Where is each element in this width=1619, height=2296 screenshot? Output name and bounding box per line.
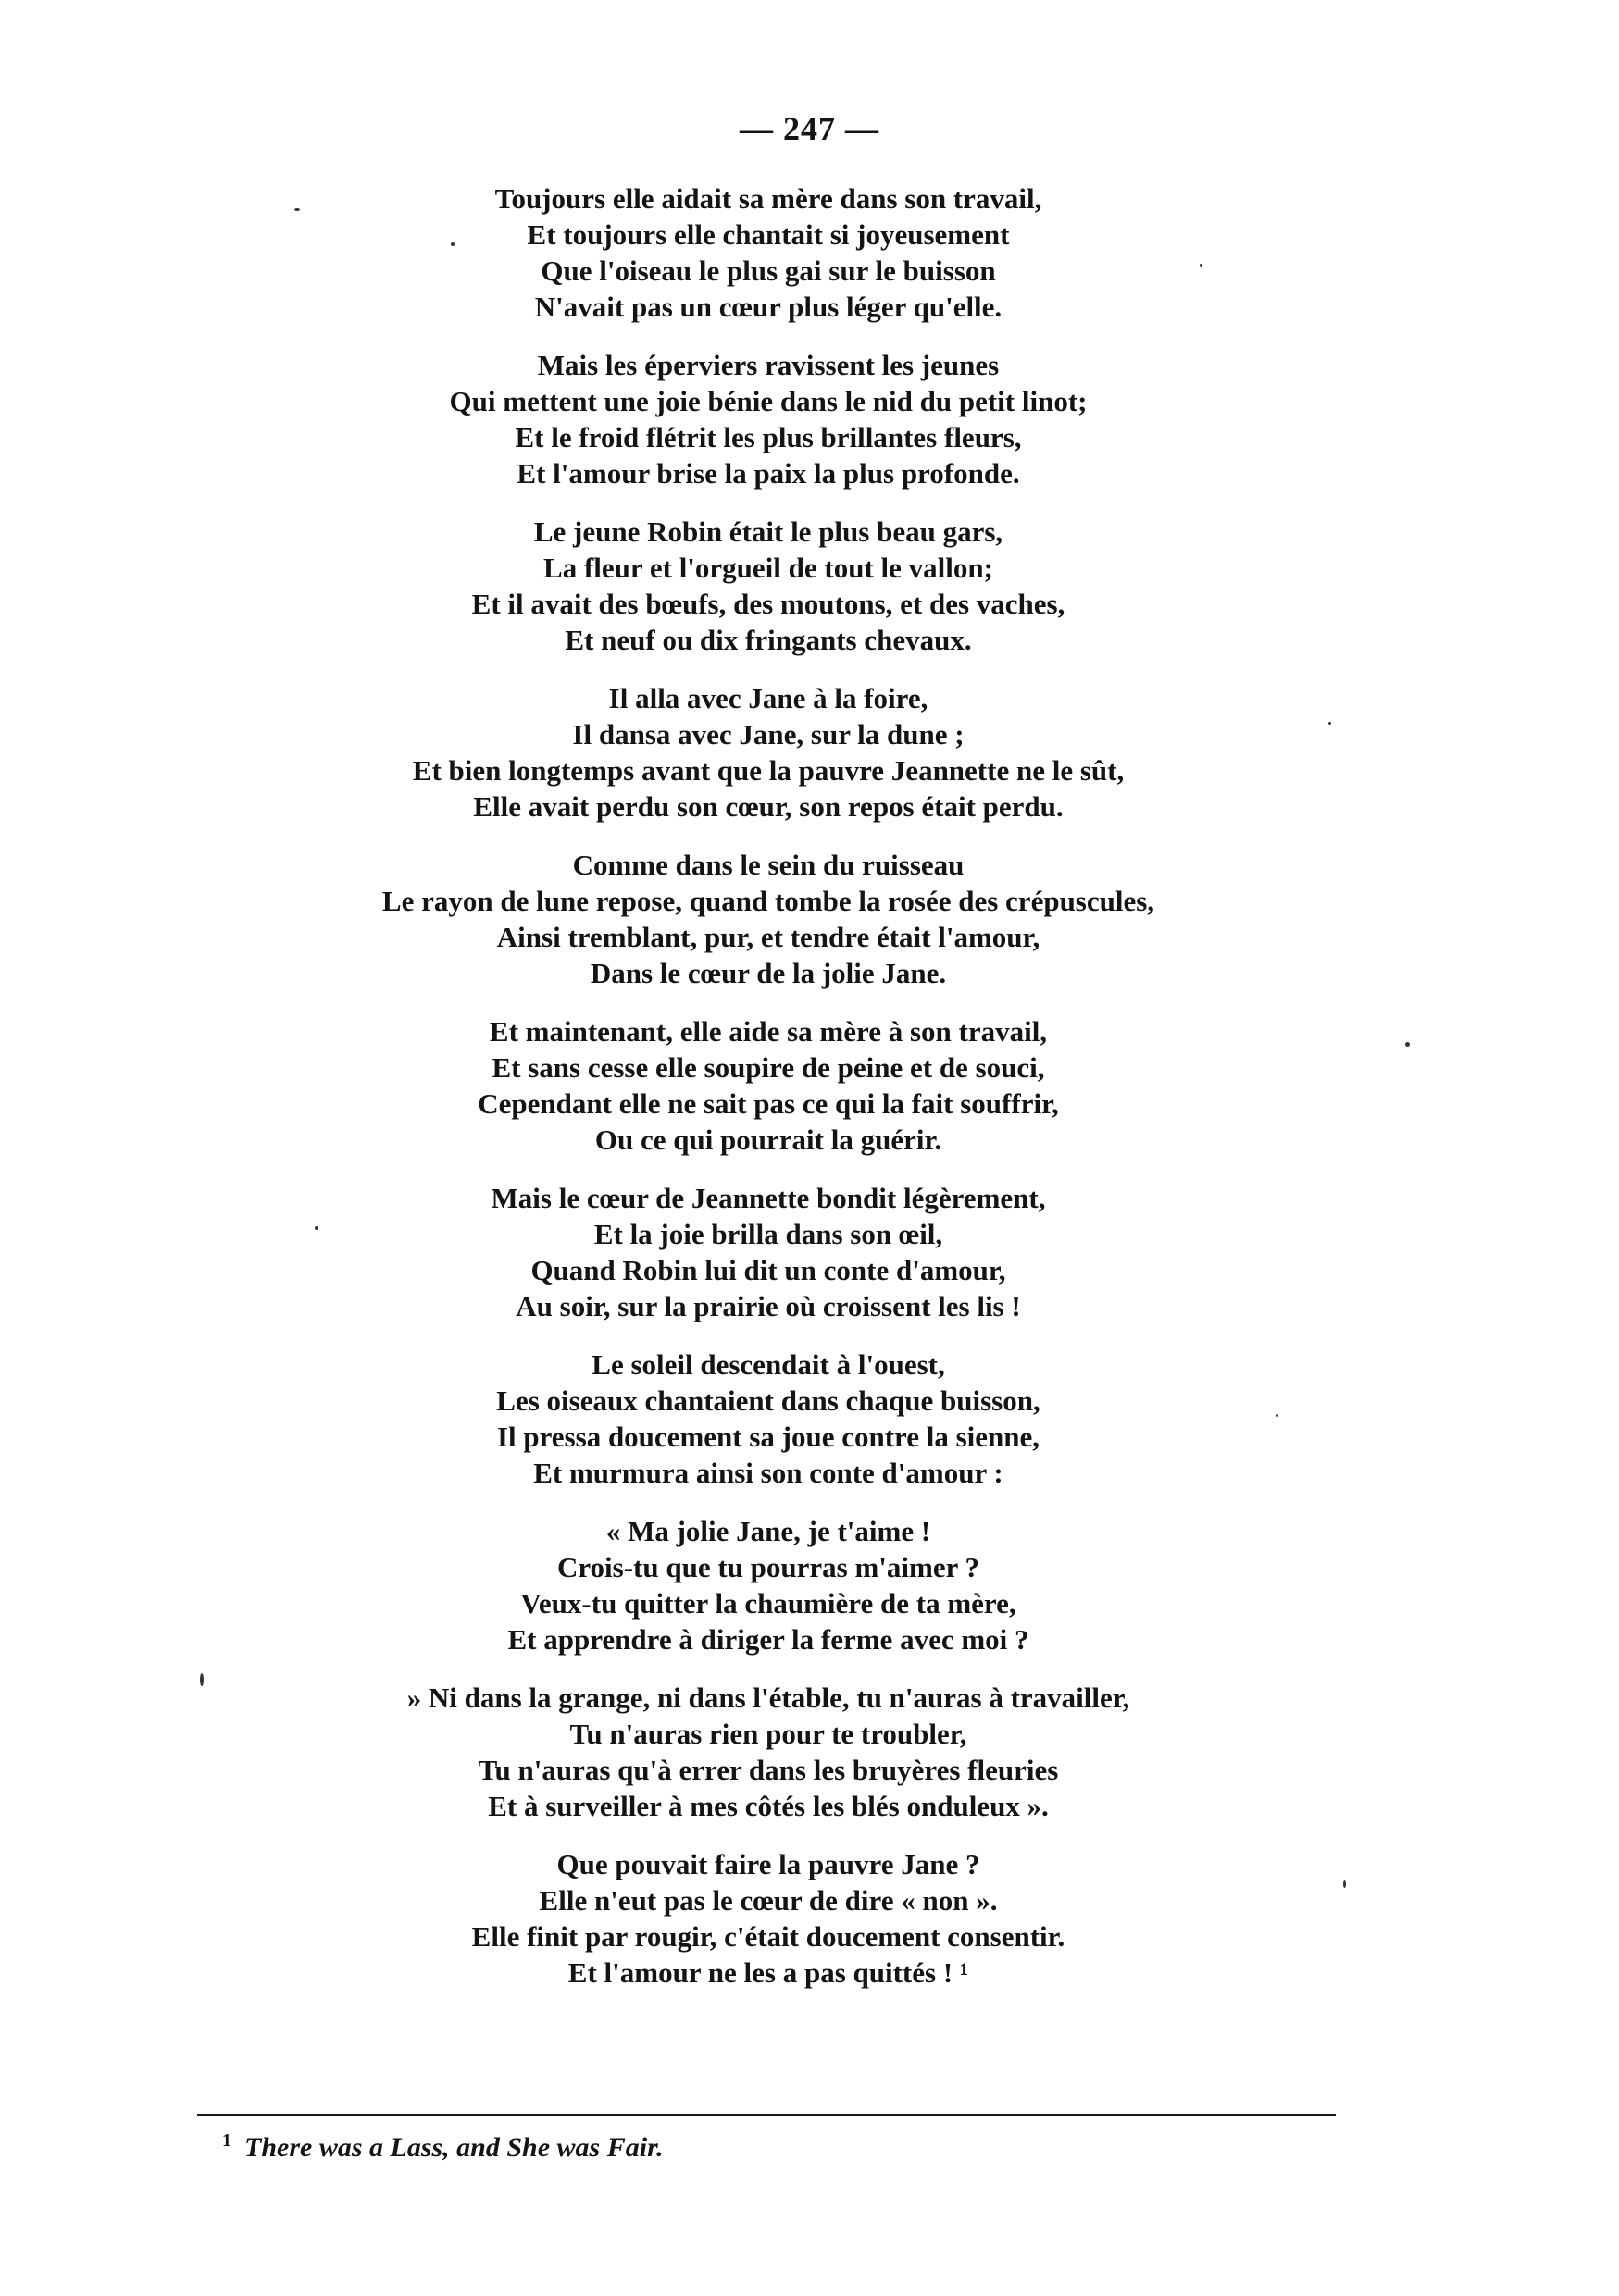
stanza bbox=[296, 1347, 1240, 1491]
poem-line: Elle finit par rougir, c'était doucement consentir. bbox=[471, 1920, 1065, 1953]
poem-line: Que pouvait faire la pauvre Jane ? bbox=[556, 1848, 980, 1880]
poem-line: Il alla avec Jane à la foire, bbox=[608, 682, 928, 714]
poem-line: « Ma jolie Jane, je t'aime ! bbox=[605, 1515, 931, 1547]
poem-line: Et la joie brilla dans son œil, bbox=[593, 1218, 943, 1250]
poem-line: Et apprendre à diriger la ferme avec moi ? bbox=[507, 1623, 1029, 1656]
poem-line: Comme dans le sein du ruisseau bbox=[572, 849, 965, 881]
stanza bbox=[296, 347, 1240, 491]
scan-speck bbox=[1200, 264, 1202, 267]
stanza bbox=[296, 1013, 1240, 1158]
stanza bbox=[296, 1513, 1240, 1657]
poem-line: Et bien longtemps avant que la pauvre Jeannette ne le sût, bbox=[412, 754, 1125, 787]
poem-line: Et neuf ou dix fringants chevaux. bbox=[565, 624, 972, 656]
scan-speck bbox=[1343, 1880, 1346, 1888]
poem-line: Ou ce qui pourrait la guérir. bbox=[594, 1123, 942, 1156]
poem-line: Toujours elle aidait sa mère dans son travail, bbox=[494, 182, 1042, 215]
poem-line: Tu n'auras qu'à errer dans les bruyères fleuries bbox=[478, 1754, 1059, 1786]
page-number: — 247 — bbox=[740, 110, 879, 147]
stanza bbox=[296, 680, 1240, 825]
poem-line: Les oiseaux chantaient dans chaque buisson, bbox=[496, 1384, 1040, 1417]
stanza bbox=[296, 1680, 1240, 1824]
poem-line: Le rayon de lune repose, quand tombe la rosée des crépuscules, bbox=[381, 885, 1155, 917]
poem-line: Et l'amour brise la paix la plus profonde. bbox=[517, 457, 1020, 490]
poem-line: Ainsi tremblant, pur, et tendre était l'amour, bbox=[496, 921, 1040, 953]
stanza bbox=[296, 1846, 1240, 1991]
poem-line: Et à surveiller à mes côtés les blés onduleux ». bbox=[488, 1790, 1049, 1822]
poem-line: Qui mettent une joie bénie dans le nid du petit linot; bbox=[449, 385, 1088, 417]
stanza bbox=[296, 514, 1240, 658]
poem-line: Elle n'eut pas le cœur de dire « non ». bbox=[539, 1884, 998, 1917]
footnote-text: There was a Lass, and She was Fair. bbox=[244, 2132, 664, 2163]
poem-line: Et toujours elle chantait si joyeusement bbox=[527, 218, 1010, 251]
footnote bbox=[222, 2130, 664, 2164]
poem-line: Et le froid flétrit les plus brillantes fleurs, bbox=[515, 421, 1022, 453]
poem-line: La fleur et l'orgueil de tout le vallon; bbox=[543, 552, 993, 584]
poem-line: Que l'oiseau le plus gai sur le buisson bbox=[541, 254, 996, 287]
poem-line: Crois-tu que tu pourras m'aimer ? bbox=[556, 1551, 980, 1583]
stanza bbox=[296, 1180, 1240, 1324]
poem-line: Et sans cesse elle soupire de peine et de souci, bbox=[492, 1051, 1045, 1084]
footnote-divider bbox=[197, 2114, 1336, 2116]
poem-line: Dans le cœur de la jolie Jane. bbox=[590, 957, 947, 989]
footnote-marker: 1 bbox=[222, 2130, 231, 2151]
poem-line: Le soleil descendait à l'ouest, bbox=[592, 1348, 945, 1381]
poem-line: Veux-tu quitter la chaumière de ta mère, bbox=[520, 1587, 1016, 1620]
scan-speck bbox=[315, 1226, 318, 1230]
poem-line: Mais le cœur de Jeannette bondit légèrement, bbox=[491, 1182, 1046, 1214]
scan-speck bbox=[294, 208, 300, 211]
poem-line: Au soir, sur la prairie où croissent les lis ! bbox=[516, 1290, 1021, 1322]
poem-line: Et murmura ainsi son conte d'amour : bbox=[533, 1457, 1003, 1489]
poem-line: Elle avait perdu son cœur, son repos était perdu. bbox=[473, 790, 1064, 823]
poem-body bbox=[296, 180, 1240, 2013]
scan-speck bbox=[451, 242, 455, 246]
poem-line: Et il avait des bœufs, des moutons, et des vaches, bbox=[471, 588, 1065, 620]
scan-speck bbox=[1405, 1042, 1410, 1047]
poem-line: Et maintenant, elle aide sa mère à son travail, bbox=[489, 1015, 1048, 1048]
poem-line: Le jeune Robin était le plus beau gars, bbox=[533, 515, 1003, 548]
scan-speck bbox=[1328, 722, 1331, 725]
poem-line: Il dansa avec Jane, sur la dune ; bbox=[572, 718, 965, 751]
poem-line: Tu n'auras rien pour te troubler, bbox=[569, 1718, 967, 1750]
poem-line: » Ni dans la grange, ni dans l'étable, tu n'auras à travailler, bbox=[406, 1682, 1130, 1714]
scan-speck bbox=[200, 1673, 204, 1686]
poem-line: N'avait pas un cœur plus léger qu'elle. bbox=[534, 291, 1003, 323]
poem-line: Il pressa doucement sa joue contre la sienne, bbox=[496, 1421, 1040, 1453]
scan-speck bbox=[1276, 1414, 1278, 1417]
poem-line: Cependant elle ne sait pas ce qui la fait souffrir, bbox=[478, 1087, 1059, 1120]
stanza bbox=[296, 180, 1240, 325]
poem-line: Mais les éperviers ravissent les jeunes bbox=[537, 349, 1000, 381]
poem-line: Et l'amour ne les a pas quittés ! ¹ bbox=[567, 1956, 969, 1989]
poem-line: Quand Robin lui dit un conte d'amour, bbox=[530, 1254, 1006, 1286]
stanza bbox=[296, 847, 1240, 991]
